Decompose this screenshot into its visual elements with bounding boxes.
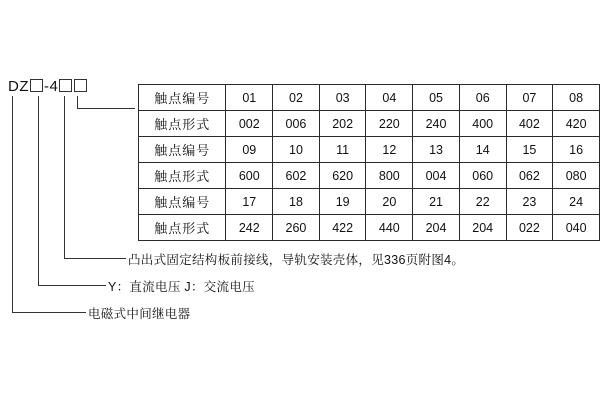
annotation-structure-note: 凸出式固定结构板前接线，导轨安装壳体，见336页附图4。 bbox=[128, 253, 465, 267]
model-code bbox=[8, 78, 88, 95]
table-cell: 062 bbox=[506, 163, 553, 189]
model-code-placeholder-box-2 bbox=[59, 79, 72, 92]
contact-spec-table bbox=[138, 84, 600, 241]
table-cell: 03 bbox=[319, 85, 366, 111]
table-row bbox=[139, 163, 600, 189]
row-label: 触点编号 bbox=[139, 189, 226, 215]
table-cell: 080 bbox=[553, 163, 600, 189]
table-cell: 16 bbox=[553, 137, 600, 163]
table-cell: 620 bbox=[319, 163, 366, 189]
table-cell: 15 bbox=[506, 137, 553, 163]
leader-line-vertical-note-2 bbox=[38, 96, 39, 285]
row-label: 触点形式 bbox=[139, 215, 226, 241]
table-cell: 422 bbox=[319, 215, 366, 241]
table-cell: 420 bbox=[553, 111, 600, 137]
table-cell: 440 bbox=[366, 215, 413, 241]
table-cell: 07 bbox=[506, 85, 553, 111]
table-cell: 22 bbox=[459, 189, 506, 215]
table-cell: 23 bbox=[506, 189, 553, 215]
leader-line-horizontal-note-2 bbox=[38, 285, 106, 286]
table-cell: 004 bbox=[413, 163, 460, 189]
table-cell: 800 bbox=[366, 163, 413, 189]
annotation-relay-type-note: 电磁式中间继电器 bbox=[88, 307, 191, 321]
table-cell: 202 bbox=[319, 111, 366, 137]
leader-line-vertical-note-3 bbox=[12, 96, 13, 312]
table-cell: 06 bbox=[459, 85, 506, 111]
table-cell: 002 bbox=[226, 111, 273, 137]
model-code-middle: -4 bbox=[44, 78, 59, 95]
table-cell: 022 bbox=[506, 215, 553, 241]
model-code-placeholder-box-1 bbox=[30, 79, 43, 92]
table-cell: 040 bbox=[553, 215, 600, 241]
table-cell: 220 bbox=[366, 111, 413, 137]
table-row bbox=[139, 85, 600, 111]
table-cell: 402 bbox=[506, 111, 553, 137]
leader-line-horizontal-table bbox=[77, 108, 135, 109]
table-cell: 05 bbox=[413, 85, 460, 111]
table-cell: 10 bbox=[273, 137, 320, 163]
contact-spec-table-wrapper bbox=[138, 84, 600, 241]
table-cell: 13 bbox=[413, 137, 460, 163]
table-cell: 18 bbox=[273, 189, 320, 215]
row-label: 触点形式 bbox=[139, 163, 226, 189]
annotation-voltage-note: Y：直流电压 J：交流电压 bbox=[108, 280, 255, 294]
table-cell: 04 bbox=[366, 85, 413, 111]
table-cell: 08 bbox=[553, 85, 600, 111]
leader-line-horizontal-note-1 bbox=[64, 258, 126, 259]
table-cell: 11 bbox=[319, 137, 366, 163]
leader-line-vertical-table bbox=[77, 96, 78, 108]
table-row bbox=[139, 137, 600, 163]
table-cell: 240 bbox=[413, 111, 460, 137]
leader-line-vertical-note-1 bbox=[64, 96, 65, 258]
row-label: 触点形式 bbox=[139, 111, 226, 137]
table-cell: 242 bbox=[226, 215, 273, 241]
table-cell: 09 bbox=[226, 137, 273, 163]
table-cell: 060 bbox=[459, 163, 506, 189]
table-cell: 24 bbox=[553, 189, 600, 215]
row-label: 触点编号 bbox=[139, 137, 226, 163]
table-cell: 260 bbox=[273, 215, 320, 241]
table-cell: 19 bbox=[319, 189, 366, 215]
leader-line-horizontal-note-3 bbox=[12, 312, 86, 313]
table-cell: 20 bbox=[366, 189, 413, 215]
table-cell: 21 bbox=[413, 189, 460, 215]
table-cell: 17 bbox=[226, 189, 273, 215]
row-label: 触点编号 bbox=[139, 85, 226, 111]
table-cell: 204 bbox=[459, 215, 506, 241]
table-cell: 006 bbox=[273, 111, 320, 137]
table-cell: 12 bbox=[366, 137, 413, 163]
table-row bbox=[139, 215, 600, 241]
table-cell: 14 bbox=[459, 137, 506, 163]
model-code-placeholder-box-3 bbox=[74, 79, 87, 92]
table-row bbox=[139, 111, 600, 137]
table-cell: 602 bbox=[273, 163, 320, 189]
table-cell: 01 bbox=[226, 85, 273, 111]
table-cell: 204 bbox=[413, 215, 460, 241]
table-cell: 400 bbox=[459, 111, 506, 137]
model-code-prefix: DZ bbox=[8, 78, 29, 95]
table-cell: 02 bbox=[273, 85, 320, 111]
table-cell: 600 bbox=[226, 163, 273, 189]
table-row bbox=[139, 189, 600, 215]
